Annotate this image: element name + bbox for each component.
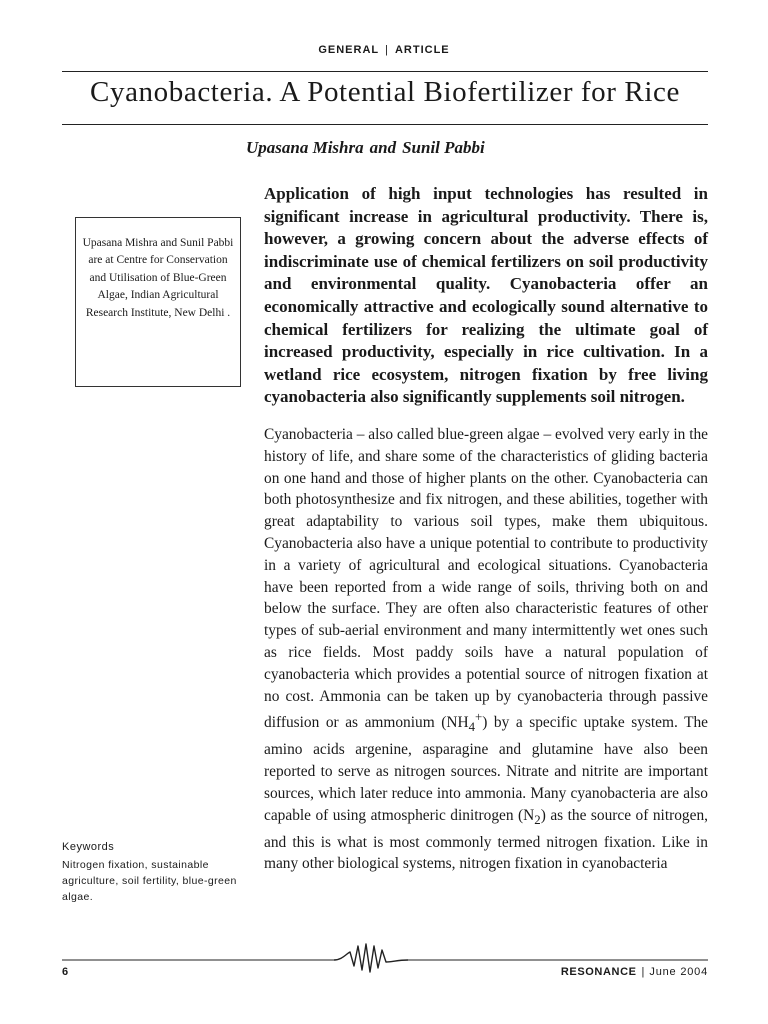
author-name: Sunil Pabbi xyxy=(402,138,485,157)
body-text-part: Cyanobacteria – also called blue-green algae – evolved very early in the history of life, and share some of the characteristics of gliding bacteria on one hand and those of higher plants on the other. Cyanobacteria can both photosynthesize and fix nitrogen, and these abilities, together with great adaptability to various soil types, make them ubiquitous. Cyanobacteria also have a unique potential to contribute to productivity in a variety of agricultural and ecological situations. Cyanobacteria have been reported from a wide range of soils, thriving both on and below the surface. They are often also characteristic features of other types of sub-aerial environment and many intermittently wet ones such as rice fields. Most paddy soils have a natural population of cyanobacteria which provides a potential source of nitrogen fixation at no cost. Ammonia can be taken up by cyanobacteria through passive diffusion or as ammonium (NH xyxy=(264,426,708,732)
keywords-box xyxy=(62,841,240,905)
author-bio-box xyxy=(75,217,241,387)
keywords-list: Nitrogen fixation, sustainable agriculture, soil fertility, blue-green algae. xyxy=(62,859,237,903)
keywords-title: Keywords xyxy=(62,841,115,853)
footer-separator: | xyxy=(641,966,645,978)
section-header xyxy=(0,44,768,56)
section-label-article: ARTICLE xyxy=(394,44,450,56)
subscript: 4 xyxy=(468,720,475,735)
subscript: 2 xyxy=(534,812,541,827)
footer-journal-info xyxy=(561,966,708,978)
section-separator: | xyxy=(385,44,389,56)
page-number: 6 xyxy=(62,966,69,978)
author-bio: Upasana Mishra and Sunil Pabbi are at Centre for Conservation and Utilisation of Blue-Green Algae, Indian Agricultural Research Institute, New Delhi . xyxy=(82,237,234,319)
article-title: Cyanobacteria. A Potential Biofertilizer for Rice xyxy=(90,76,680,108)
title-top-rule xyxy=(62,71,708,72)
issue-date: June 2004 xyxy=(649,966,708,978)
author-line xyxy=(246,138,485,158)
journal-name: RESONANCE xyxy=(560,966,637,978)
abstract: Application of high input technologies has resulted in significant increase in agricultural productivity. There is, however, a growing concern about the adverse effects of indiscriminate use of chemical fertilizers on soil productivity and environmental quality. Cyanobacteria offer an economically attractive and ecologically sound alternative to chemical fertilizers for realizing the ultimate goal of increased productivity, especially in rice cultivation. In a wetland rice ecosystem, nitrogen fixation by free living cyanobacteria also significantly supplements soil nitrogen. xyxy=(264,184,708,407)
body-text-part: ) by a specific uptake system. The amino acids argenine, asparagine and glutamine have also been reported to serve as nitrogen sources. Nitrate and nitrite are important sources, which later reduce into ammonia. Many cyanobacteria are also capable of using atmospheric dinitrogen (N xyxy=(264,714,708,824)
title-bottom-rule xyxy=(62,124,708,125)
author-name: Upasana Mishra xyxy=(246,138,364,157)
body-text-part: ) as the source of nitrogen, and this is what is most commonly termed nitrogen fixation. Like in many other biological systems, nitrogen fixation in cyanobacteria xyxy=(264,806,708,873)
body-text xyxy=(264,424,708,875)
superscript: + xyxy=(475,710,483,725)
author-conjunction: and xyxy=(369,138,397,157)
section-label-general: GENERAL xyxy=(318,44,380,56)
